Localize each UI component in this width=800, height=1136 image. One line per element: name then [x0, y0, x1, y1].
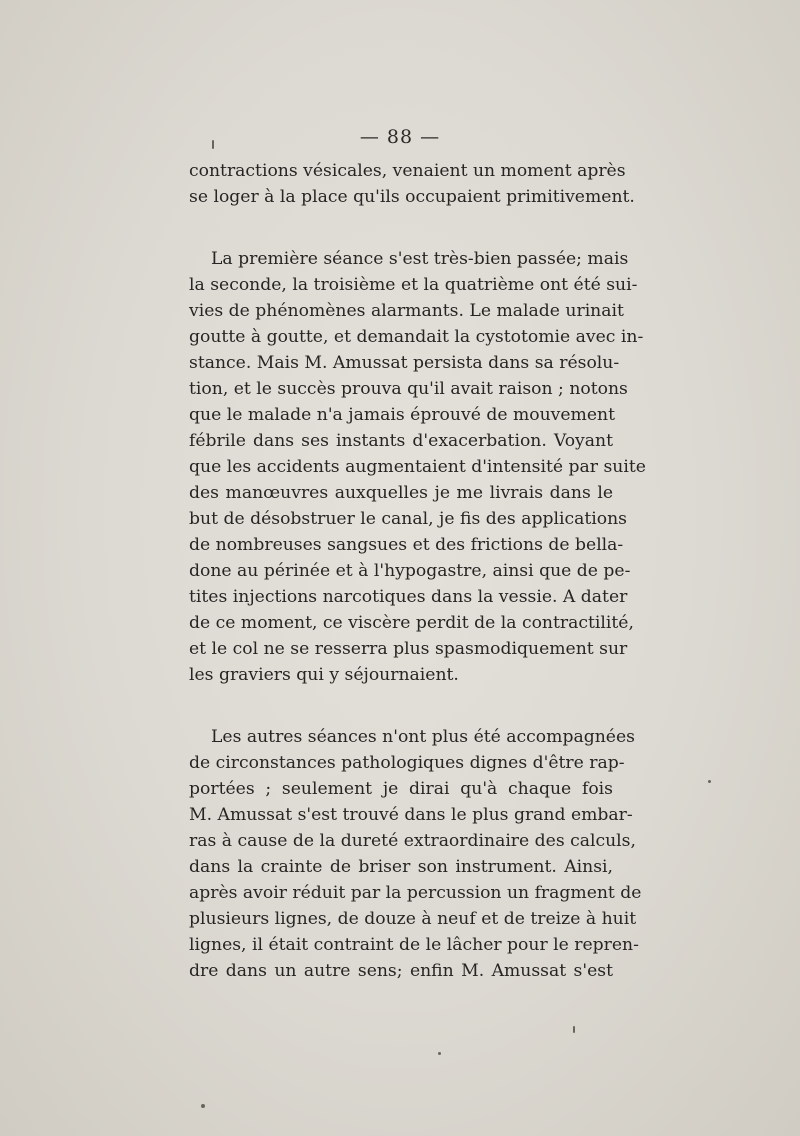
text-line: ras à cause de la dureté extraordinaire des calculs,	[189, 831, 636, 851]
paper-speck	[438, 1052, 441, 1055]
text-line: de ce moment, ce viscère perdit de la contractilité,	[189, 613, 634, 633]
text-line: contractions vésicales, venaient un moment après	[189, 161, 626, 181]
text-line: stance. Mais M. Amussat persista dans sa résolu-	[189, 353, 620, 373]
text-line: Les autres séances n'ont plus été accompagnées	[211, 727, 635, 747]
paper-speck	[201, 1104, 205, 1108]
text-line: tites injections narcotiques dans la vessie. A dater	[189, 587, 628, 607]
text-line: des manœuvres auxquelles je me livrais dans le	[189, 483, 613, 503]
text-line: M. Amussat s'est trouvé dans le plus grand embar-	[189, 805, 633, 825]
paragraph-3	[189, 724, 642, 984]
paragraph-1	[189, 158, 635, 210]
text-line: que le malade n'a jamais éprouvé de mouvement	[189, 405, 616, 425]
text-line: se loger à la place qu'ils occupaient primitivement.	[189, 187, 635, 207]
text-line: la seconde, la troisième et la quatrième ont été sui-	[189, 275, 638, 295]
page-number: — 88 —	[359, 126, 441, 148]
text-line: La première séance s'est très-bien passée; mais	[211, 249, 629, 269]
text-line: dre dans un autre sens; enfin M. Amussat s'est	[189, 961, 613, 981]
text-line: plusieurs lignes, de douze à neuf et de treize à huit	[189, 909, 637, 929]
text-line: de circonstances pathologiques dignes d'être rap-	[189, 753, 625, 773]
text-line: but de désobstruer le canal, je fis des applications	[189, 509, 627, 529]
body-text	[189, 158, 646, 984]
text-line: goutte à goutte, et demandait la cystotomie avec in-	[189, 327, 644, 347]
paragraph-2	[189, 246, 646, 688]
paper-speck	[708, 780, 711, 783]
text-line: tion, et le succès prouva qu'il avait raison ; notons	[189, 379, 628, 399]
text-line: portées ; seulement je dirai qu'à chaque fois	[189, 779, 613, 799]
text-line: done au périnée et à l'hypogastre, ainsi que de pe-	[189, 561, 631, 581]
text-line: et le col ne se resserra plus spasmodiquement sur	[189, 639, 628, 659]
text-line: les graviers qui y séjournaient.	[189, 665, 459, 685]
text-line: fébrile dans ses instants d'exacerbation. Voyant	[189, 431, 613, 451]
text-line: après avoir réduit par la percussion un fragment de	[189, 883, 642, 903]
text-line: vies de phénomènes alarmants. Le malade urinait	[189, 301, 624, 321]
text-line: lignes, il était contraint de le lâcher pour le repren-	[189, 935, 639, 955]
text-line: dans la crainte de briser son instrument. Ainsi,	[189, 857, 613, 877]
paper-speck	[212, 140, 214, 149]
paper-speck	[573, 1026, 575, 1033]
text-line: de nombreuses sangsues et des frictions de bella-	[189, 535, 624, 555]
text-line: que les accidents augmentaient d'intensité par suite	[189, 457, 646, 477]
